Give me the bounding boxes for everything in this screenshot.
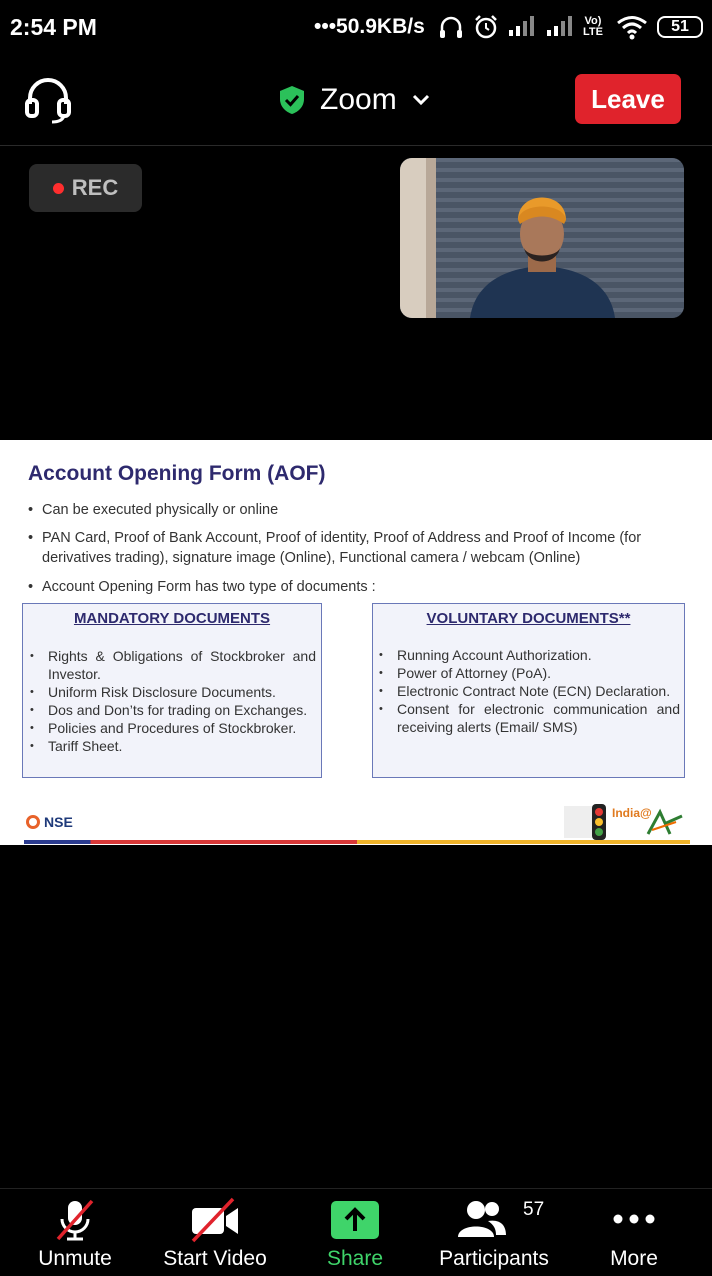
headphones-icon <box>438 14 464 45</box>
recording-label: REC <box>71 175 119 200</box>
list-item: • Uniform Risk Disclosure Documents. <box>30 683 316 701</box>
wifi-icon <box>616 14 648 45</box>
participants-label: Participants <box>439 1247 549 1270</box>
video-off-icon <box>189 1197 241 1243</box>
leave-button[interactable]: Leave <box>575 74 681 124</box>
alarm-icon <box>473 14 499 45</box>
unmute-label: Unmute <box>38 1247 112 1270</box>
headset-icon <box>22 76 74 124</box>
unmute-button[interactable] <box>20 1189 130 1276</box>
voluntary-documents-heading: VOLUNTARY DOCUMENTS** <box>426 610 631 627</box>
shield-check-icon <box>278 85 306 115</box>
nse-mark-icon <box>26 815 40 829</box>
slide-bullet: • PAN Card, Proof of Bank Account, Proof of identity, Proof of Address and Proof of Income (for derivatives trading), signature image (Online), Functional camera / webcam (Online) <box>28 530 642 566</box>
meeting-name: Zoom <box>320 83 397 116</box>
recording-badge <box>29 164 142 212</box>
start-video-button[interactable] <box>150 1189 280 1276</box>
share-button[interactable] <box>310 1189 400 1276</box>
mandatory-documents-heading: MANDATORY DOCUMENTS <box>73 610 271 627</box>
voluntary-documents-box <box>372 603 685 778</box>
volte-icon: Vo) LTE <box>583 15 603 38</box>
list-item: • Dos and Don’ts for trading on Exchanges. <box>30 701 316 719</box>
nse-logo: NSE <box>26 814 73 830</box>
slide-footer-bar <box>24 840 690 844</box>
mandatory-documents-list <box>30 647 316 755</box>
more-button[interactable] <box>590 1189 678 1276</box>
meeting-top-bar <box>0 56 712 146</box>
battery-indicator: 51 <box>657 16 703 38</box>
share-label: Share <box>326 1247 384 1270</box>
list-item: • Rights & Obligations of Stockbroker and Investor. <box>30 647 316 683</box>
start-video-label: Start Video <box>163 1247 267 1270</box>
more-label: More <box>610 1247 658 1270</box>
list-item: • Policies and Procedures of Stockbroker. <box>30 719 316 737</box>
microphone-muted-icon <box>52 1197 98 1243</box>
signal-icon-2 <box>545 14 575 43</box>
network-speed: •••50.9KB/s <box>314 15 425 38</box>
meeting-title-dropdown[interactable] <box>278 78 431 122</box>
list-item: • Consent for electronic communication and receiving alerts (Email/ SMS) <box>379 700 680 736</box>
more-dots-icon <box>612 1209 656 1229</box>
share-arrow-icon <box>331 1201 379 1239</box>
india-badge-label: India@ <box>612 806 652 820</box>
list-item: • Tariff Sheet. <box>30 737 316 755</box>
list-item: • Electronic Contract Note (ECN) Declaration. <box>379 682 680 700</box>
status-time: 2:54 PM <box>10 14 97 40</box>
recording-dot-icon <box>53 183 64 194</box>
status-bar <box>0 0 712 56</box>
participants-count-badge: 57 <box>523 1199 545 1220</box>
slide-title: Account Opening Form (AOF) <box>28 462 326 485</box>
participants-icon <box>456 1197 508 1241</box>
participant-video-thumbnail[interactable] <box>400 158 684 318</box>
chevron-down-icon <box>411 93 431 107</box>
list-item: • Power of Attorney (PoA). <box>379 664 680 682</box>
list-item: • Running Account Authorization. <box>379 646 680 664</box>
shared-screen-slide[interactable] <box>0 440 712 845</box>
signal-icon <box>507 14 537 43</box>
meeting-toolbar <box>0 1188 712 1276</box>
slide-bullet: • Account Opening Form has two type of documents : <box>28 579 376 595</box>
voluntary-documents-list <box>379 646 680 736</box>
audio-output-button[interactable] <box>22 76 74 124</box>
slide-bullet: • Can be executed physically or online <box>28 502 279 518</box>
participant-video-image <box>400 158 684 318</box>
